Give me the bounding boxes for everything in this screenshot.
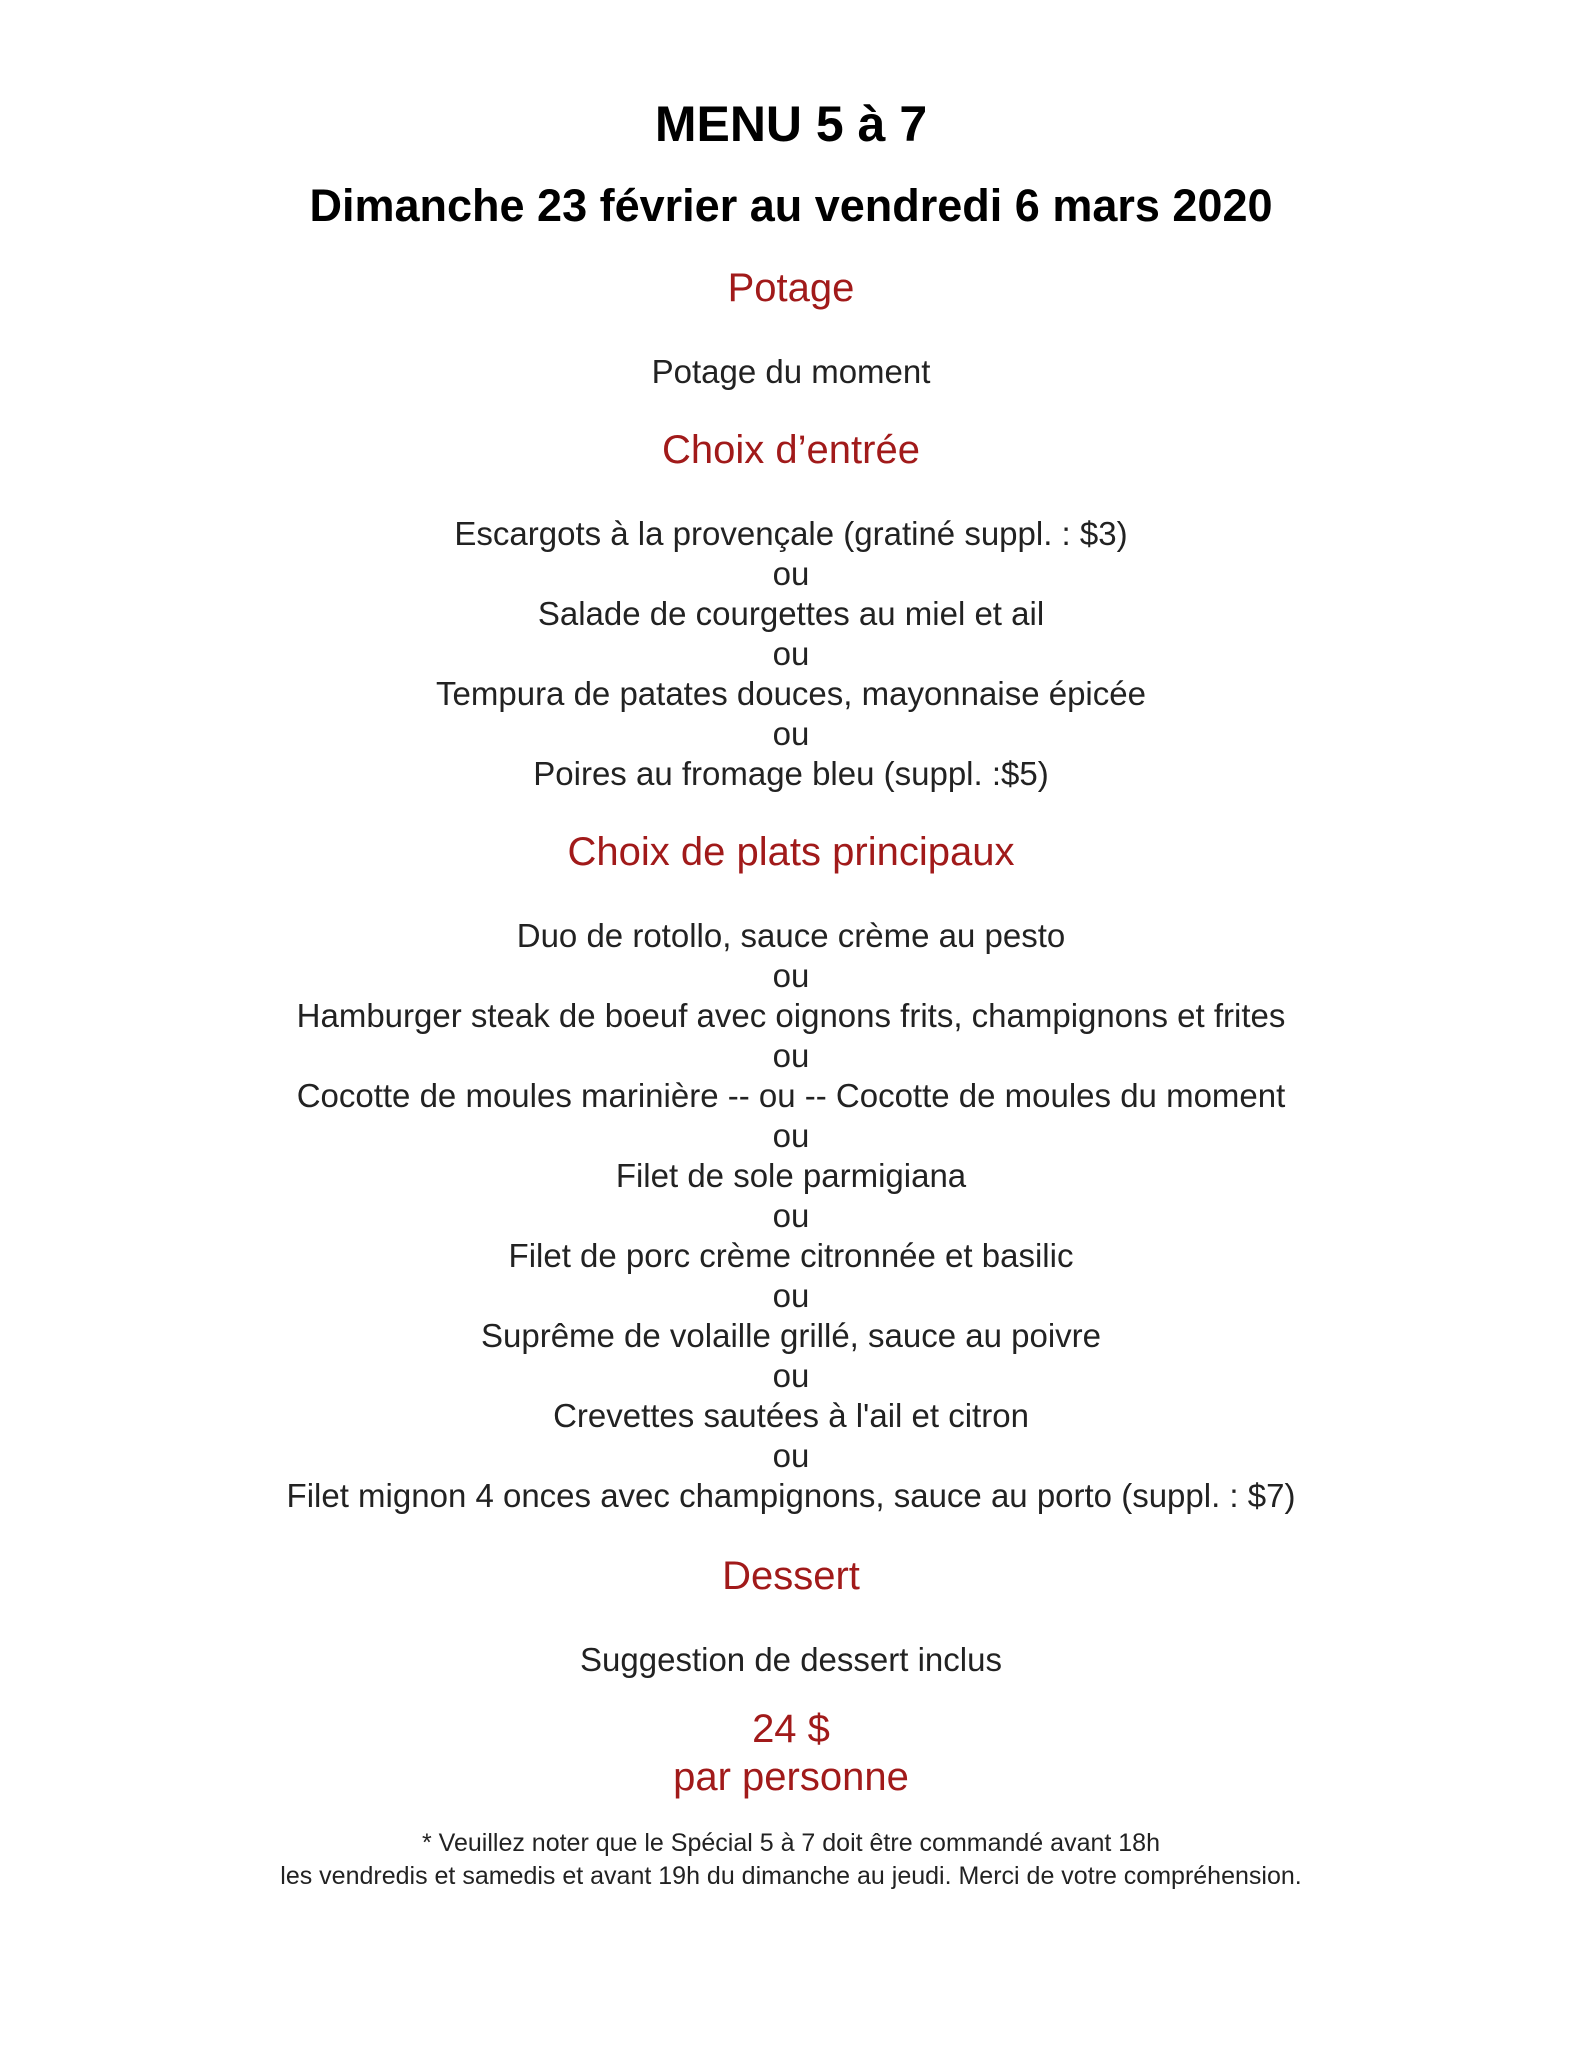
separator-ou: ou [772,1277,810,1314]
footnote [0,1827,1582,1893]
menu-item: Crevettes sautées à l'ail et citron [553,1397,1029,1434]
entrees-list [0,514,1582,794]
footnote-line-2: les vendredis et samedis et avant 19h du dimanche au jeudi. Merci de votre compréhension. [280,1862,1302,1890]
menu-item: Tempura de patates douces, mayonnaise épicée [436,675,1146,712]
price-block [0,1705,1582,1801]
price-unit: par personne [673,1755,909,1799]
section-heading-potage: Potage [727,266,855,310]
menu-item: Hamburger steak de boeuf avec oignons frits, champignons et frites [296,997,1286,1034]
separator-ou: ou [772,1117,810,1154]
section-heading-dessert: Dessert [722,1554,860,1598]
separator-ou: ou [772,1437,810,1474]
menu-item: Filet de sole parmigiana [615,1157,967,1194]
separator-ou: ou [772,555,810,592]
menu-dates: Dimanche 23 février au vendredi 6 mars 2020 [309,180,1273,231]
price-amount: 24 $ [752,1707,830,1751]
menu-item: Suggestion de dessert inclus [580,1641,1002,1678]
menu-item: Suprême de volaille grillé, sauce au poivre [480,1317,1101,1354]
menu-item: Filet de porc crème citronnée et basilic [508,1237,1074,1274]
separator-ou: ou [772,957,810,994]
dessert-list [0,1640,1582,1680]
menu-item: Duo de rotollo, sauce crème au pesto [516,917,1066,954]
separator-ou: ou [772,1357,810,1394]
menu-item: Cocotte de moules marinière -- ou -- Cocotte de moules du moment [296,1077,1286,1114]
footnote-line-1: * Veuillez noter que le Spécial 5 à 7 doit être commandé avant 18h [422,1829,1160,1857]
menu-item: Poires au fromage bleu (suppl. :$5) [533,755,1049,792]
menu-item: Filet mignon 4 onces avec champignons, sauce au porto (suppl. : $7) [286,1477,1296,1514]
separator-ou: ou [772,1197,810,1234]
section-heading-entrees: Choix d’entrée [662,428,920,472]
separator-ou: ou [772,715,810,752]
menu-item: Salade de courgettes au miel et ail [537,595,1045,632]
menu-title: MENU 5 à 7 [654,96,928,152]
separator-ou: ou [772,1037,810,1074]
section-heading-plats: Choix de plats principaux [567,830,1015,874]
menu-item: Escargots à la provençale (gratiné suppl. : $3) [454,515,1128,552]
separator-ou: ou [772,635,810,672]
plats-list [0,916,1582,1516]
menu-item: Potage du moment [651,353,931,390]
potage-list [0,352,1582,392]
